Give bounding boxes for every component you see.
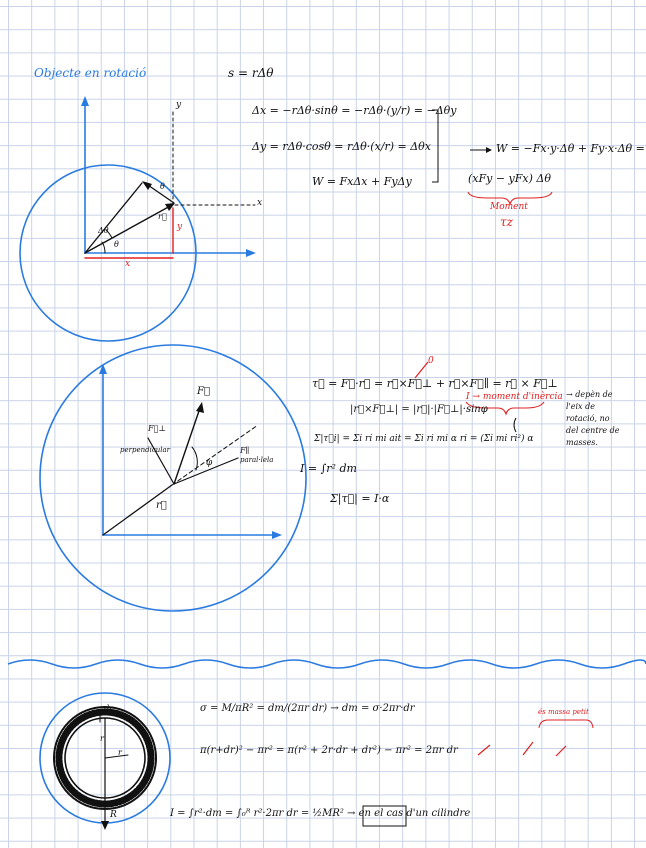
inertia-note-3: rotació, no	[566, 414, 610, 423]
work-sub-eq: W = −Fx·y·Δθ + Fy·x·Δθ =	[496, 142, 645, 155]
rotation-diagram-2	[40, 345, 306, 611]
theta-arc	[102, 242, 105, 253]
diagram1-y-label: y	[176, 100, 182, 110]
F-vector-arrow	[196, 402, 204, 413]
inertia-note-5: masses.	[566, 438, 598, 447]
r-extension	[172, 425, 258, 485]
F-vector	[174, 408, 200, 484]
diagram2-paral-label: paral·lela	[240, 456, 274, 464]
disk-R-label: R	[110, 810, 117, 820]
diagram1-x-label: x	[257, 198, 263, 208]
diagram1-theta-bottom: θ	[114, 240, 119, 249]
disk-diagram	[40, 693, 170, 830]
disk-r2-label: r	[118, 748, 122, 757]
rotation-diagram-1	[20, 96, 256, 341]
radius-diag	[105, 755, 128, 758]
sum-parenthesis-sketch	[514, 418, 516, 432]
cancel-pr2	[556, 746, 566, 756]
inertia-note-4: del centre de	[566, 426, 620, 435]
diagram1-theta-top: θ	[160, 182, 165, 191]
diagram1-y-red: y	[177, 222, 183, 232]
diagram2-Fperp-label: F⃗⊥	[148, 424, 166, 433]
cancel-r2	[478, 745, 490, 755]
disk-dr-label: dr	[104, 704, 113, 713]
work-result-eq: (xFy − yFx) Δθ	[468, 172, 551, 185]
wave-separator	[8, 660, 646, 668]
rotational-newton: Σ|τ⃗| = I·α	[330, 492, 390, 505]
x-axis-arrow-1	[246, 249, 256, 257]
surface-density-eq: σ = M/πR² = dm/(2πr dr) → dm = σ·2πr·dr	[200, 703, 415, 714]
F-perp-vector	[148, 438, 174, 484]
disk-r-label: r	[100, 734, 104, 743]
diagram2-Fpar-label: F∥	[240, 446, 250, 455]
phi-arc	[192, 447, 197, 470]
inertia-note-1: → depèn de	[566, 390, 613, 399]
diagram2-r-label: r⃗	[156, 500, 167, 511]
cancel-dr2	[523, 742, 533, 755]
arc-length-eq: s = rΔθ	[228, 66, 274, 80]
torque-sum-eq: Σ|τ⃗i| = Σi ri mi ait = Σi ri mi α ri = (Σi mi ri²) α	[314, 434, 534, 444]
disk-inertia-eq: I = ∫r²·dm = ∫₀ᴿ r²·2πr dr = ½MR² → en el cas d'un cilindre	[170, 808, 471, 819]
cross-magnitude: |r⃗×F⃗⊥| = |r⃗|·|F⃗⊥|·sinφ	[350, 404, 488, 415]
x-axis-arrow-2	[272, 531, 282, 539]
system-bracket	[432, 110, 438, 182]
moment-label: Moment	[490, 202, 528, 212]
diagram2-perpendicular-label: perpendicular	[120, 446, 171, 454]
diagram1-r-vec: r⃗	[158, 212, 167, 221]
inertia-note-2: l'eix de	[566, 402, 595, 411]
negligible-bracket	[539, 720, 593, 728]
rotation-circle-2	[40, 345, 306, 611]
y-axis-arrow-1	[81, 96, 89, 106]
dx-eq: Δx = −rΔθ·sinθ = −rΔθ·(y/r) = −Δθy	[252, 104, 457, 117]
inertia-label: I → moment d'inèrcia	[466, 392, 563, 402]
dy-eq: Δy = rΔθ·cosθ = rΔθ·(x/r) = Δθx	[252, 140, 432, 153]
inertia-integral: I = ∫r² dm	[300, 462, 357, 475]
y-axis-arrow-2	[99, 364, 107, 374]
radius-R-arrow	[101, 821, 109, 830]
zero-mark: 0	[428, 356, 434, 366]
work-eq: W = FxΔx + FyΔy	[312, 175, 412, 188]
diagram1-dtheta: Δθ	[98, 226, 109, 235]
system-arrowhead	[486, 147, 492, 153]
cancel-stroke	[415, 362, 428, 378]
negligible-note: és massa petit	[538, 708, 589, 716]
torque-definition: τ⃗ = F⃗·r⃗ = r⃗×F⃗⊥ + r⃗×F⃗∥ = r⃗ × F⃗⊥	[312, 377, 558, 390]
diagram2-phi-label: φ	[206, 458, 213, 468]
diagram1-x-red: x	[125, 259, 131, 269]
tau-z-label: τz	[500, 215, 513, 229]
diagram2-F-label: F⃗	[197, 386, 210, 397]
ring-area-eq: π(r+dr)² − πr² = π(r² + 2r·dr + dr²) − πr² = 2πr dr	[200, 745, 458, 756]
ds-vector-arrow	[142, 181, 152, 190]
page-title: Objecte en rotació	[34, 66, 147, 80]
